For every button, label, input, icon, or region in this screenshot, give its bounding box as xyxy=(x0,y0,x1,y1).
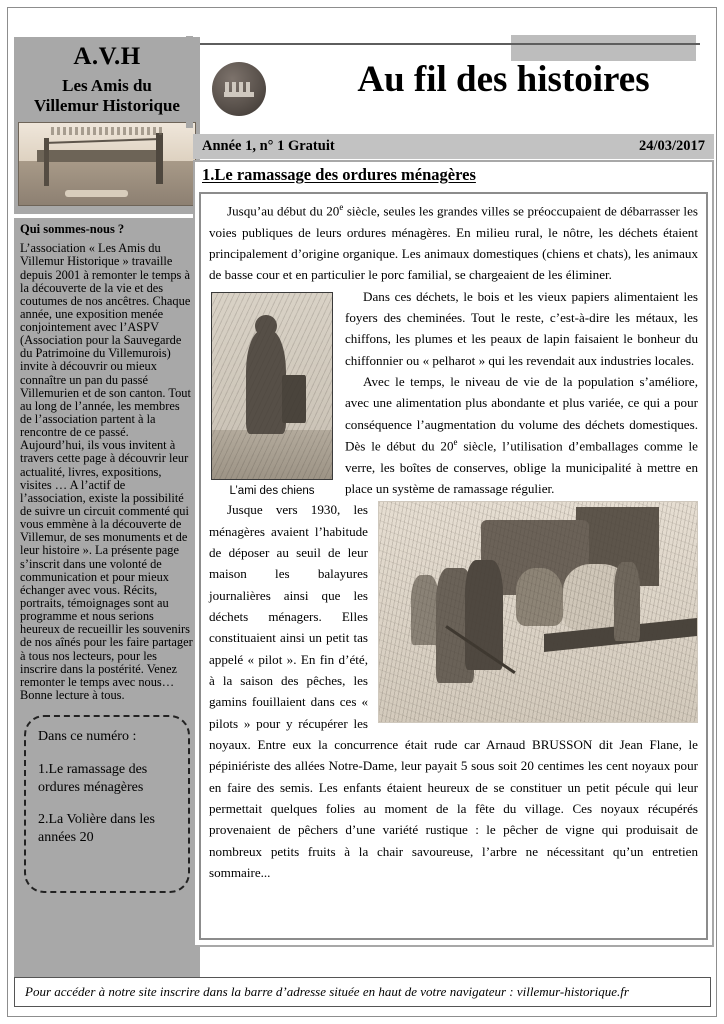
about-heading: Qui sommes-nous ? xyxy=(20,222,125,237)
article-paragraph-1 xyxy=(209,200,698,286)
footer-text: Pour accéder à notre site inscrire dans la barre d’adresse située en haut de votre navigateur : villemur-historique.fr xyxy=(25,984,629,999)
article-heading: 1.Le ramassage des ordures ménagères xyxy=(202,165,476,184)
postcard-bridge-photo xyxy=(18,122,196,206)
org-name-line2: Villemur Historique xyxy=(34,96,180,116)
engraving-man-with-bucket xyxy=(211,292,333,480)
publication-title: Au fil des histoires xyxy=(357,59,650,100)
about-panel xyxy=(14,218,200,978)
org-name-line1: Les Amis du xyxy=(62,75,152,95)
sidebar-footer-strip xyxy=(14,945,200,962)
toc-item[interactable]: 2.La Volière dans les années 20 xyxy=(38,812,155,845)
figure-caption: L’ami des chiens xyxy=(229,484,315,497)
para3-post: siècle, l’utilisation d’emballages comme le verre, les boîtes de conserves, oblige la municipalité à mettre en place un système de ramassage régulier. xyxy=(345,438,698,496)
para1-superscript: e xyxy=(339,202,344,212)
issue-info: Année 1, n° 1 Gratuit xyxy=(202,138,335,154)
article-paragraph-4: Jusque vers 1930, les ménagères avaient l’habitude de déposer au seuil de leur maison les balayures journalières ainsi que les déchets ménagers. Elles constituaient ainsi un petit tas appelé « pilot ». En fin d’été, à la saison des pêches, les gamins fouillaient dans ces « pilots » pour y récupérer les noyaux. Entre eux la concurrence était rude car Arnaud BRUSSON dit Jean Flane, le pépiniériste des allées Notre-Dame, leur payait 5 sous soit 20 centimes les cent noyaux pour en faire des semis. Les enfants étaient heureux de se constituer un petit pécule qui leur permettait quelques folies au moment de la fête du village. Ces noyaux récupérés provenaient de pêchers d’une variété rustique : le pêcher de vigne qui produisait de nombreux petits fruits à la chair savoureuse, l’arbre ne nécessitant qu’un entretien sommaire... xyxy=(209,502,698,880)
toc-item[interactable]: 1.Le ramassage des ordures ménagères xyxy=(38,762,148,795)
org-acronym: A.V.H xyxy=(73,43,141,70)
para1-post: siècle, seules les grandes villes se préoccupaient de débarrasser les voies publiques de leurs ordures ménagères. En milieu rural, le nôtre, les déchets étaient principalement d’origine organique. Les animaux domestiques (chiens et chats), les animaux de basse cour et en particulier le porc familial, se chargeaient de les éliminer. xyxy=(209,203,698,283)
masthead-left-tab xyxy=(186,36,193,128)
table-of-contents xyxy=(24,715,190,893)
footer-bar xyxy=(14,977,711,1007)
article-body xyxy=(199,192,708,940)
issue-date: 24/03/2017 xyxy=(638,138,705,154)
para1-pre: Jusqu’au début du 20 xyxy=(227,203,340,219)
masthead-rule xyxy=(200,43,700,45)
issue-bar xyxy=(193,134,714,159)
figure-street-cleaning xyxy=(378,501,698,723)
toc-title: Dans ce numéro : xyxy=(38,729,137,745)
seal-coin-icon xyxy=(212,62,266,116)
para3-superscript: e xyxy=(453,436,458,447)
about-text: L’association « Les Amis du Villemur Historique » travaille depuis 2001 à remonter le temps à la découverte de la vie et des coutumes de nos ancêtres. Chaque année, une exposition menée conjointement avec l’ASPV (Association pour la Sauvegarde du Patrimoine du Villemurois) invite à découvrir ou mieux connaître un pan du passé Villemurien et de son canton. Tout au long de l’année, les membres de l’association partent à la rencontre de ce passé. Aujourd’hui, ils vous invitent à travers cette page à découvrir leur actualité, livres, expositions, visites … A l’actif de l’association, existe la possibilité de suivre un circuit commenté qui vous emmène à la découverte de Villemur, de ses monuments et de leur histoire ». La présente page s’inscrit dans une volonté de communication et pour mieux échanger avec vous. Récits, portraits, témoignages sont au programme et nous serions heureux de recueillir les souvenirs de nos aînés pour les faire partager à tous nos lecteurs, pour les inscrire dans la postérité. Venez remonter le temps avec nous… Bonne lecture à tous. xyxy=(20,241,193,702)
figure-ami-des-chiens xyxy=(211,292,333,497)
organization-banner xyxy=(14,37,200,214)
masthead xyxy=(186,30,714,135)
para3-pre: Avec le temps, le niveau de vie de la population s’améliore, avec une alimentation plus abondante et plus variée, ce qui a pour conséquence l’augmentation du volume des déchets domestiques. Dès le début du 20 xyxy=(345,373,698,454)
sidebar xyxy=(14,37,200,945)
article-container xyxy=(193,160,714,947)
article-paragraph-2: Dans ces déchets, le bois et les vieux papiers alimentaient les foyers des cheminées. Tout le reste, c’est-à-dire les métaux, les chiffons, les plumes et les peaux de lapin faisaient le bonheur du chiffonnier ou « pelharot » qui les revendait aux industries locales. xyxy=(345,288,698,368)
engraving-street-cleaners-horse-carts xyxy=(378,501,698,723)
